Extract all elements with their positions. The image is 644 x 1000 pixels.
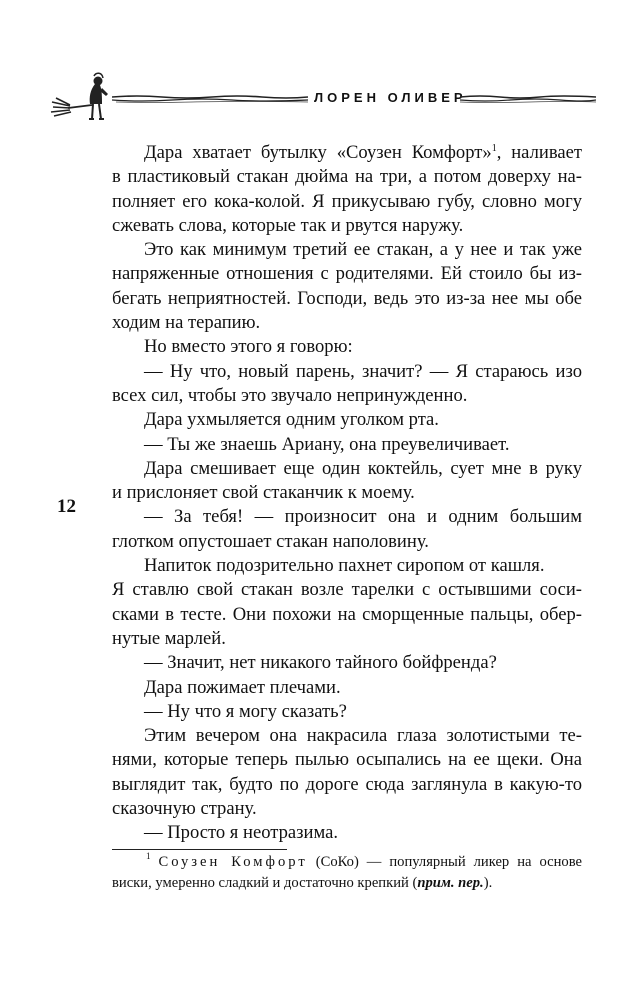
footnote [112,852,582,894]
text-line: сжевать слова, которые так и рвутся наружу. [112,214,464,236]
text-line: в пластиковый стакан дюйма на три, а потом доверху на- [112,166,582,188]
footnote-text: ). [483,875,493,891]
text-line: Это как минимум третий ее стакан, а у нее и так уже [144,239,582,261]
running-head: ЛОРЕН ОЛИВЕР [314,90,467,105]
text-line: нями, которые теперь пылью осыпались на ее щеки. Она [112,749,582,771]
page-number: 12 [57,496,76,517]
translator-note: прим. пер. [417,875,484,891]
text-line: — Просто я неотразима. [144,822,338,844]
footnote-term: Соузен Комфорт [158,854,308,870]
text-line: — Ты же знаешь Ариану, она преувеличивает. [144,433,510,455]
footnote-mark [146,851,151,870]
footnote-ref: 1 [491,143,497,154]
text-line: Дара смешивает еще один коктейль, сует мне в руку [144,457,582,479]
header-rule-right [460,94,596,104]
running-header [50,72,596,124]
text-line: — Значит, нет никакого тайного бойфренда? [144,652,497,674]
footnote-mark-number: 1 [146,851,151,861]
text-line: бегать неприятностей. Господи, ведь это из-за нее мы обе [112,287,582,309]
text-line: глотком опустошает стакан наполовину. [112,530,429,552]
body-text [112,141,582,846]
text-line: — Ну что я могу сказать? [144,700,347,722]
footnote-text: (СоКо) — популярный ликер на основе [307,854,582,870]
text-line: Дара пожимает плечами. [144,676,341,698]
girl-with-broom-icon [50,72,116,124]
text-line: сказочную страну. [112,798,257,820]
text-line [112,141,582,165]
text-line: — Ну что, новый парень, значит? — Я стараюсь изо [144,360,582,382]
text-line: Дара ухмыляется одним уголком рта. [144,409,439,431]
text-line: и прислоняет свой стаканчик к моему. [112,482,415,504]
text-line: выглядит так, будто по дороге сюда заглянула в какую-то [112,773,582,795]
text-line: полняет его кока-колой. Я прикусываю губу, словно могу [112,190,582,212]
text-line: Я ставлю свой стакан возле тарелки с остывшими соси- [112,579,582,601]
footnote-text: виски, умеренно сладкий и достаточно крепкий ( [112,875,418,891]
text-line: всех сил, чтобы это звучало непринужденно. [112,384,468,406]
text-line: Этим вечером она накрасила глаза золотистыми те- [144,725,582,747]
footnote-line [112,873,582,894]
text-line: напряженные отношения с родителями. Ей стоило бы из- [112,263,582,285]
text-line: нутые марлей. [112,627,226,649]
text-segment: Дара хватает бутылку «Соузен Комфорт» [144,142,492,163]
text-line: Напиток подозрительно пахнет сиропом от кашля. [144,555,545,577]
text-line: Но вместо этого я говорю: [144,336,353,358]
text-line: сками в тесте. Они похожи на сморщенные пальцы, обер- [112,603,582,625]
text-line: ходим на терапию. [112,312,261,334]
header-rule-left [112,94,308,104]
footnote-line [112,852,582,873]
text-line: — За тебя! — произносит она и одним большим [144,506,582,528]
footnote-divider [112,849,287,850]
text-segment: , наливает [496,142,582,163]
